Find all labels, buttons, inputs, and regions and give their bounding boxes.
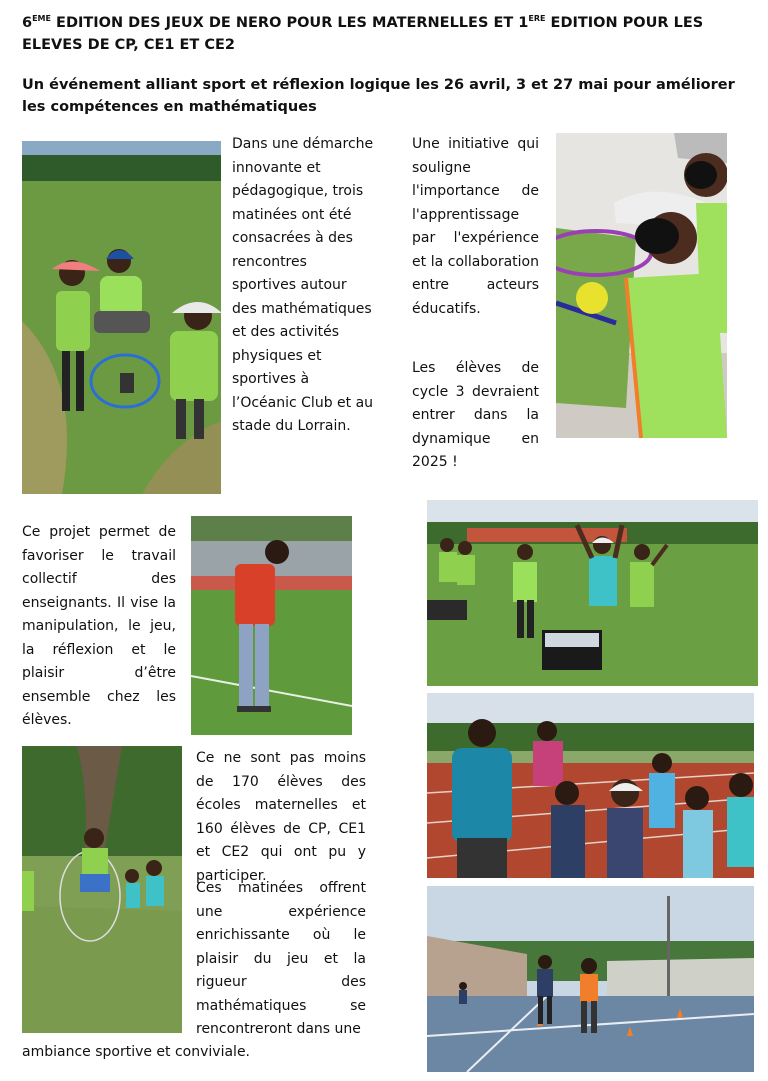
page-title	[22, 12, 757, 56]
photo-children-jumping	[427, 500, 758, 686]
title-sup-2: ERE	[528, 14, 546, 24]
paragraph-projet: Ce projet permet de favoriser le travail collectif des enseignants. Il vise la manipulation, le jeu, la réflexion et le plaisir d’être ensemble chez les élèves.	[22, 524, 176, 728]
title-sup-1: EME	[32, 14, 51, 24]
photo-running-track	[427, 693, 754, 878]
paragraph-effectifs: Ce ne sont pas moins de 170 élèves des écoles maternelles et 160 élèves de CP, CE1 et CE2 qui ont pu y participer.	[196, 750, 366, 884]
photo-child-racket	[556, 133, 727, 438]
photo-children-hoop	[22, 141, 221, 494]
photo-jump-rope	[22, 746, 182, 1033]
photo-court-cones	[427, 886, 754, 1072]
paragraph-initiative: Une initiative qui souligne l'importance de l'apprentissage par l'expérience et la collaboration entre acteurs éducatifs.	[412, 136, 539, 317]
photo-man-field	[191, 516, 352, 735]
paragraph-intro: Dans une démarche innovante et pédagogique, trois matinées ont été consacrées à des rencontres sportives autour des mathématiques et des activités physiques et sportives à l’Océanic Club et au stade du Lorrain.	[232, 136, 374, 434]
page-subtitle: Un événement alliant sport et réflexion logique les 26 avril, 3 et 27 mai pour améliorer les compétences en mathématiques	[22, 77, 735, 115]
title-part-3: EDITION POUR LES ELEVES DE CP, CE1 ET CE2	[22, 15, 704, 53]
paragraph-matinees-end: ambiance sportive et conviviale.	[22, 1044, 251, 1060]
title-part-2: EDITION DES JEUX DE NERO POUR LES MATERNELLES ET 1	[50, 15, 529, 31]
paragraph-cycle3: Les élèves de cycle 3 devraient entrer dans la dynamique en 2025 !	[412, 360, 539, 470]
paragraph-matinees: Ces matinées offrent une expérience enrichissante où le plaisir du jeu et la rigueur des mathématiques se rencontreront dans une	[196, 880, 366, 1037]
title-part-1: 6	[22, 15, 33, 31]
